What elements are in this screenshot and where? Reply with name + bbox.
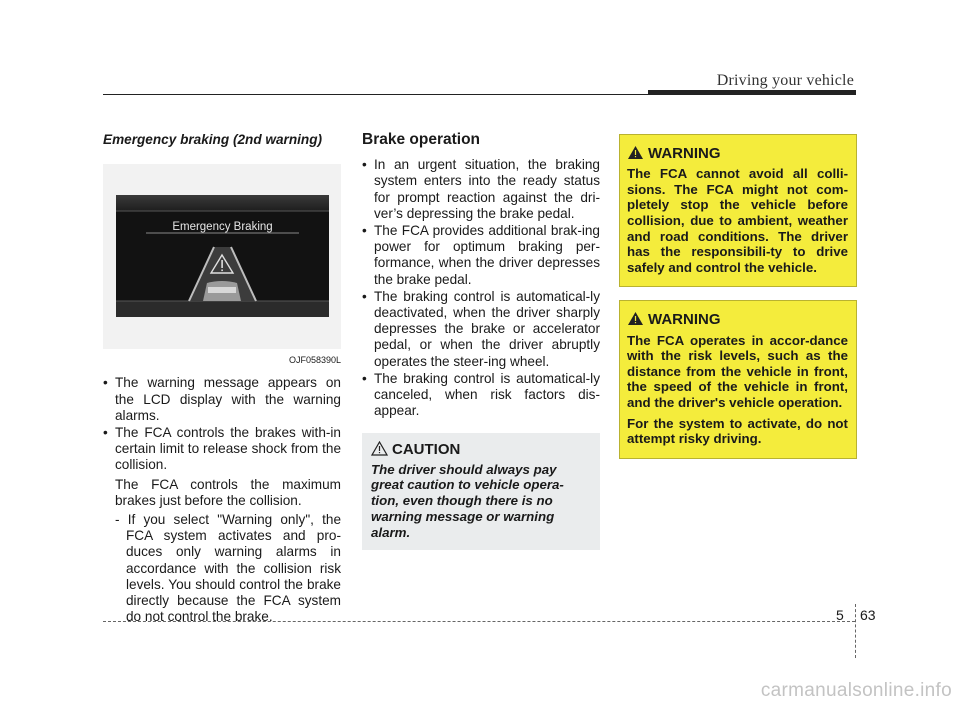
footer-rule (103, 621, 855, 622)
lcd-message: Emergency Braking (172, 221, 273, 234)
warning-text: The FCA cannot avoid all colli-sions. The FCA might not com-pletely stop the vehicle before collision, due to ambient, weather and road conditions. The driver has the responsibili-ty to drive safely and control the vehicle. (627, 166, 848, 275)
caution-text: The driver should always pay great caution to vehicle opera-tion, even though there is no warning message or warning alarm. (371, 461, 564, 540)
list-item: • The warning message appears on the LCD display with the warning alarms. (103, 375, 341, 423)
bullet-list (362, 157, 600, 419)
warning-box-1 (619, 134, 857, 287)
caution-triangle-icon (371, 441, 388, 456)
warning-title: WARNING (627, 311, 848, 328)
section-title-brake-operation: Brake operation (362, 131, 481, 148)
list-item: • The braking control is automatical-ly deactivated, when the driver sharply depresses the brake or accelerator pedal, or when the driver abruptly operates the steer-ing wheel. (362, 288, 600, 369)
warning-title: WARNING (627, 145, 848, 162)
list-item: • The braking control is automatical-ly canceled, when risk factors dis-appear. (362, 370, 600, 419)
page-number: 63 (860, 607, 876, 623)
section-title-emergency-braking: Emergency braking (2nd warning) (103, 132, 323, 147)
list-item: • The FCA provides additional brak-ing power for optimum braking per-formance, when the driver depresses the brake pedal. (362, 223, 600, 287)
bullet-list (103, 375, 341, 473)
lcd-figure (103, 164, 341, 349)
caution-title: CAUTION (371, 441, 590, 458)
column-left (103, 132, 341, 625)
warning-text: The FCA operates in accor-dance with the risk levels, such as the distance from the vehicle in front, the speed of the vehicle in front, and the driver's vehicle operation. For the system to activate, do not attempt risky driving. (627, 332, 848, 447)
screen-bottom-band (116, 301, 329, 317)
list-item: • In an urgent situation, the braking system enters into the ready status for prompt reaction against the dri-ver’s depressing the brake pedal. (362, 157, 600, 221)
column-right (619, 134, 857, 472)
watermark-text: carmanualsonline.info (760, 680, 952, 701)
lcd-graphic (116, 195, 329, 317)
figure-code: OJF058390L (288, 355, 341, 366)
running-header: Driving your vehicle (716, 72, 854, 89)
warning-triangle-icon (627, 311, 644, 326)
column-middle (362, 132, 600, 550)
screen-top-band (116, 195, 329, 211)
lcd-screen (116, 195, 329, 317)
chapter-number: 5 (836, 607, 844, 623)
warning-box-2 (619, 300, 857, 458)
header-rule (103, 94, 855, 95)
footer-divider (855, 604, 856, 658)
list-item: • The FCA controls the brakes with-in certain limit to release shock from the collision. (103, 425, 341, 473)
dash-paragraph: - If you select "Warning only", the FCA system activates and pro-duces only warning alarms in accordance with the collision risk levels. You should control the brake directly because the FCA system do not control the brake. (115, 512, 341, 625)
warning-triangle-icon (627, 145, 644, 160)
sub-paragraph: The FCA controls the maximum brakes just before the collision. (115, 476, 341, 508)
caution-box (362, 433, 600, 549)
